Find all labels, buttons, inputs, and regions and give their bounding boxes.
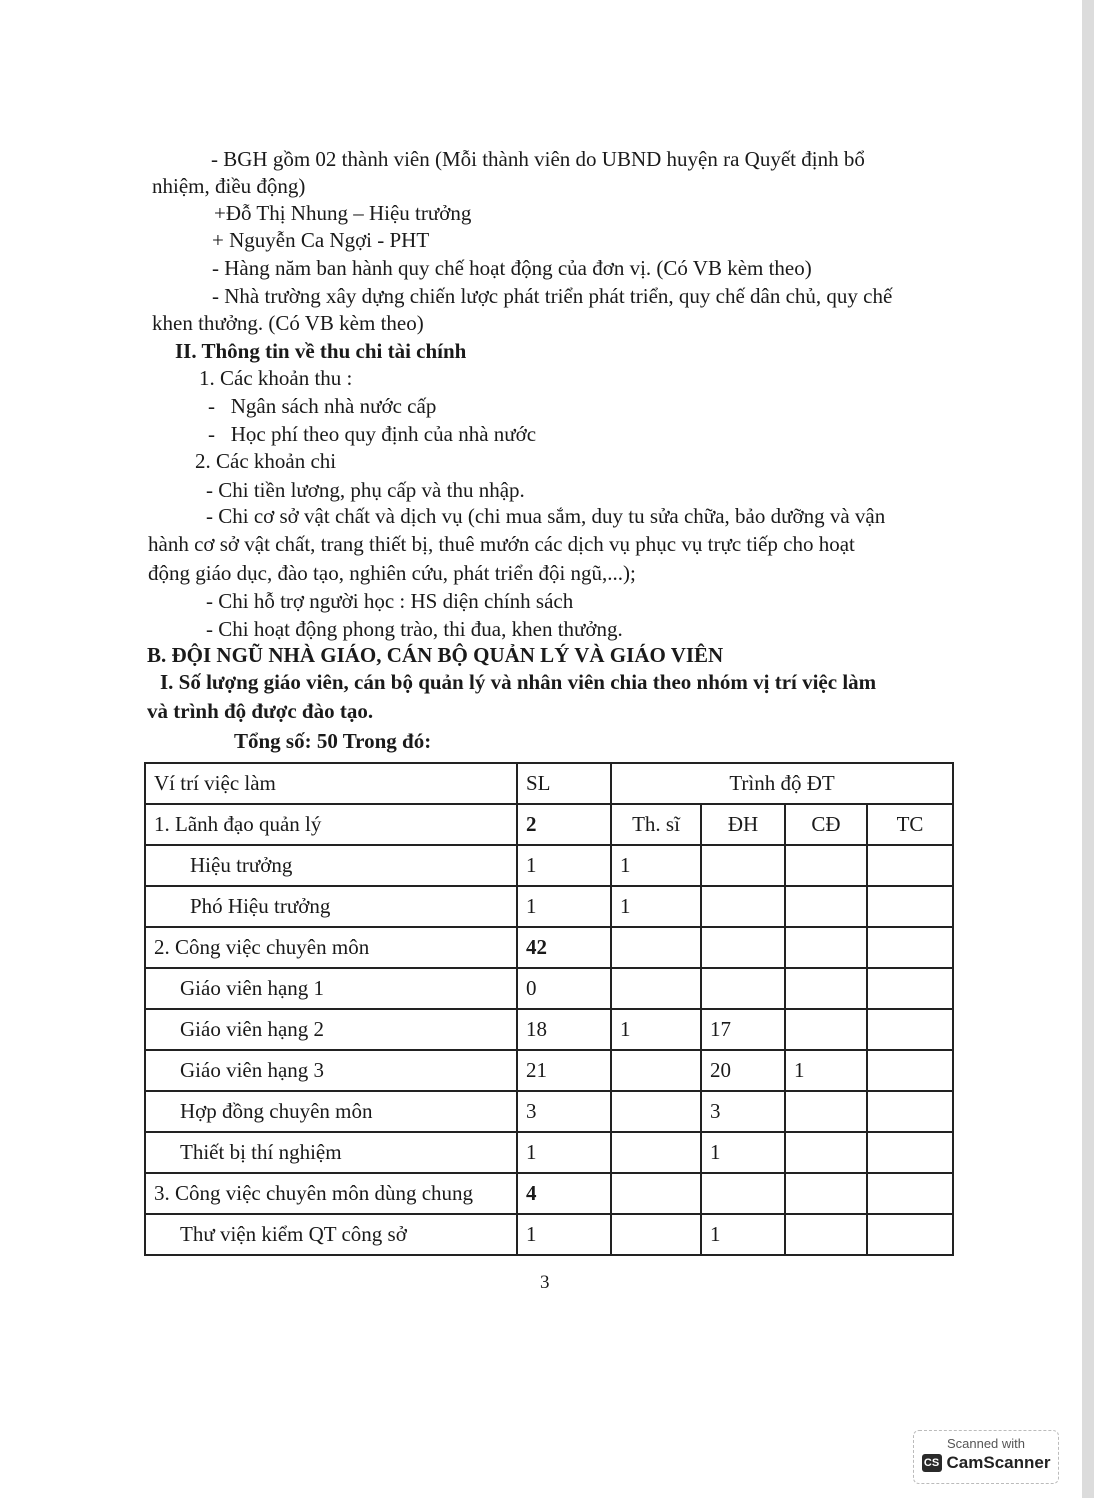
row-qty: 21 xyxy=(517,1050,611,1091)
row-qty: 42 xyxy=(517,927,611,968)
section-b-sub-heading-1: I. Số lượng giáo viên, cán bộ quản lý và nhân viên chia theo nhóm vị trí việc làm xyxy=(160,670,877,694)
row-label: Hiệu trưởng xyxy=(145,845,517,886)
expense-2-line-3: động giáo dục, đào tạo, nghiên cứu, phát triển đội ngũ,...); xyxy=(148,561,636,585)
row-tc xyxy=(867,1173,953,1214)
section-b-heading: B. ĐỘI NGŨ NHÀ GIÁO, CÁN BỘ QUẢN LÝ VÀ GIÁO VIÊN xyxy=(147,643,724,667)
row-qty: 18 xyxy=(517,1009,611,1050)
expense-2-line-2: hành cơ sở vật chất, trang thiết bị, thuê mướn các dịch vụ phục vụ trực tiếp cho hoạt xyxy=(148,532,855,556)
row-ths xyxy=(611,968,701,1009)
group-qty: 2 xyxy=(517,804,611,845)
row-cd xyxy=(785,968,867,1009)
regulation-2-line-2: khen thưởng. (Có VB kèm theo) xyxy=(152,311,424,335)
bgh-line-1: - BGH gồm 02 thành viên (Mỗi thành viên do UBND huyện ra Quyết định bổ xyxy=(211,147,865,171)
expense-1: - Chi tiền lương, phụ cấp và thu nhập. xyxy=(206,478,525,502)
row-cd xyxy=(785,845,867,886)
row-dh: 1 xyxy=(701,1214,785,1255)
row-label: 2. Công việc chuyên môn xyxy=(145,927,517,968)
row-dh xyxy=(701,1173,785,1214)
row-tc xyxy=(867,845,953,886)
row-label: Phó Hiệu trưởng xyxy=(145,886,517,927)
header-qualification: Trình độ ĐT xyxy=(611,763,953,804)
table-row xyxy=(145,845,953,886)
watermark-top-text: Scanned with xyxy=(946,1436,1026,1451)
row-ths xyxy=(611,1214,701,1255)
row-cd xyxy=(785,927,867,968)
table-header-row xyxy=(145,763,953,804)
row-label: Giáo viên hạng 2 xyxy=(145,1009,517,1050)
table-row xyxy=(145,1173,953,1214)
income-item-1: - Ngân sách nhà nước cấp xyxy=(208,394,437,418)
row-dh: 1 xyxy=(701,1132,785,1173)
row-dh xyxy=(701,968,785,1009)
table-row xyxy=(145,1091,953,1132)
row-tc xyxy=(867,1132,953,1173)
row-ths xyxy=(611,1173,701,1214)
group-label: 1. Lãnh đạo quản lý xyxy=(145,804,517,845)
row-tc xyxy=(867,968,953,1009)
row-tc xyxy=(867,1009,953,1050)
regulation-2-line-1: - Nhà trường xây dựng chiến lược phát triển phát triển, quy chế dân chủ, quy chế xyxy=(212,284,893,308)
header-quantity: SL xyxy=(517,763,611,804)
row-label: Thư viện kiểm QT công sở xyxy=(145,1214,517,1255)
row-dh: 3 xyxy=(701,1091,785,1132)
finance-heading: II. Thông tin về thu chi tài chính xyxy=(175,339,467,363)
row-label: Hợp đồng chuyên môn xyxy=(145,1091,517,1132)
total-line: Tổng số: 50 Trong đó: xyxy=(234,729,432,753)
row-dh xyxy=(701,845,785,886)
row-ths: 1 xyxy=(611,845,701,886)
row-label: Giáo viên hạng 3 xyxy=(145,1050,517,1091)
row-tc xyxy=(867,886,953,927)
section-b-sub-heading-2: và trình độ được đào tạo. xyxy=(147,699,374,723)
row-qty: 4 xyxy=(517,1173,611,1214)
table-row xyxy=(145,968,953,1009)
table-row xyxy=(145,1132,953,1173)
expense-2-line-1: - Chi cơ sở vật chất và dịch vụ (chi mua sắm, duy tu sửa chữa, bảo dưỡng và vận xyxy=(206,504,886,528)
row-tc xyxy=(867,1050,953,1091)
row-cd xyxy=(785,1173,867,1214)
row-ths xyxy=(611,1091,701,1132)
row-label: 3. Công việc chuyên môn dùng chung xyxy=(145,1173,517,1214)
row-cd xyxy=(785,1214,867,1255)
row-qty: 1 xyxy=(517,886,611,927)
col-dh: ĐH xyxy=(701,804,785,845)
watermark-brand: CamScanner xyxy=(946,1453,1051,1472)
page-number: 3 xyxy=(540,1272,550,1293)
row-cd xyxy=(785,886,867,927)
regulation-1: - Hàng năm ban hành quy chế hoạt động của đơn vị. (Có VB kèm theo) xyxy=(212,256,812,280)
col-tc: TC xyxy=(867,804,953,845)
row-cd xyxy=(785,1009,867,1050)
row-tc xyxy=(867,927,953,968)
camscanner-logo-icon: CS xyxy=(922,1454,942,1472)
row-cd xyxy=(785,1091,867,1132)
row-dh xyxy=(701,886,785,927)
row-ths: 1 xyxy=(611,1009,701,1050)
staff-table xyxy=(144,762,954,1256)
income-item-2: - Học phí theo quy định của nhà nước xyxy=(208,422,537,446)
row-tc xyxy=(867,1091,953,1132)
row-ths xyxy=(611,1050,701,1091)
table-group-row xyxy=(145,804,953,845)
table-row xyxy=(145,1050,953,1091)
header-position: Ví trí việc làm xyxy=(145,763,517,804)
expense-3: - Chi hỗ trợ người học : HS diện chính sách xyxy=(206,589,574,613)
row-dh: 20 xyxy=(701,1050,785,1091)
table-row xyxy=(145,927,953,968)
table-row xyxy=(145,886,953,927)
row-qty: 0 xyxy=(517,968,611,1009)
table-row xyxy=(145,1009,953,1050)
income-title: 1. Các khoản thu : xyxy=(199,366,353,390)
row-label: Giáo viên hạng 1 xyxy=(145,968,517,1009)
col-cd: CĐ xyxy=(785,804,867,845)
row-qty: 1 xyxy=(517,845,611,886)
scanner-edge-shadow xyxy=(1082,0,1094,1498)
row-label: Thiết bị thí nghiệm xyxy=(145,1132,517,1173)
col-ths: Th. sĩ xyxy=(611,804,701,845)
row-dh: 17 xyxy=(701,1009,785,1050)
row-qty: 1 xyxy=(517,1132,611,1173)
row-dh xyxy=(701,927,785,968)
expense-title: 2. Các khoản chi xyxy=(195,449,337,473)
row-qty: 1 xyxy=(517,1214,611,1255)
row-cd xyxy=(785,1132,867,1173)
row-ths xyxy=(611,927,701,968)
member-1: +Đỗ Thị Nhung – Hiệu trưởng xyxy=(214,201,472,225)
camscanner-watermark xyxy=(913,1430,1059,1484)
row-cd: 1 xyxy=(785,1050,867,1091)
table-row xyxy=(145,1214,953,1255)
row-ths: 1 xyxy=(611,886,701,927)
expense-4: - Chi hoạt động phong trào, thi đua, khen thưởng. xyxy=(206,617,623,641)
row-qty: 3 xyxy=(517,1091,611,1132)
row-ths xyxy=(611,1132,701,1173)
bgh-line-2: nhiệm, điều động) xyxy=(152,174,306,198)
row-tc xyxy=(867,1214,953,1255)
member-2: + Nguyễn Ca Ngợi - PHT xyxy=(212,228,430,252)
